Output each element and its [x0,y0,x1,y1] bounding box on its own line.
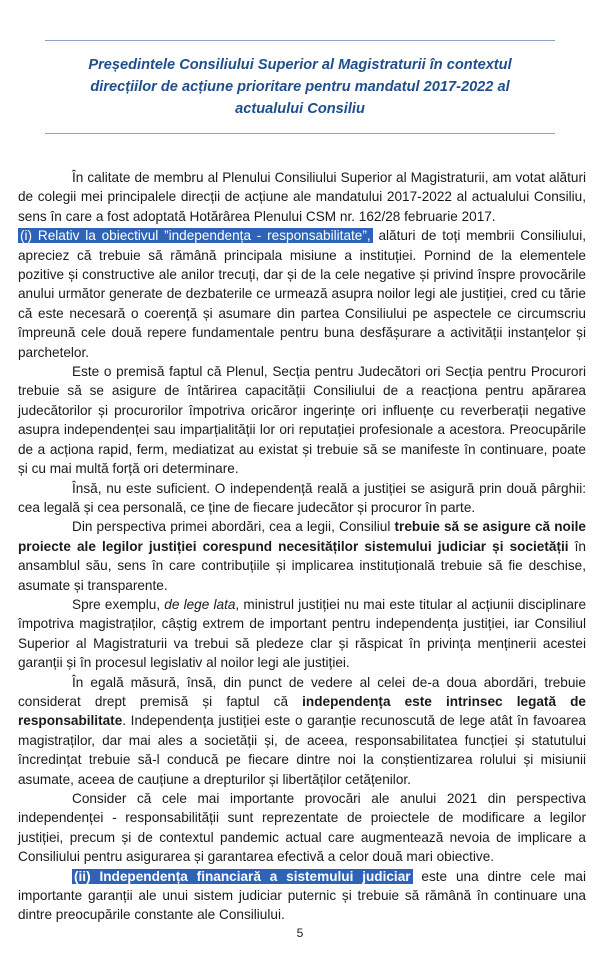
paragraph-5 [18,517,586,595]
paragraph-2 [18,226,586,362]
document-body [18,168,586,925]
highlight-financial-independence: (ii) Independența financiară a sistemului judiciar [74,868,411,884]
paragraph-8: Consider că cele mai importante provocări ale anului 2021 din perspectiva independenței - responsabilității sunt reprezentate de proiectele de modificare a legilor justiției, precum și de contextul pandemic actual care augmentează nevoia de implicare a Consiliului pentru asigurarea și garantarea efectivă a celor două mari obiective. [18,791,586,865]
title-line-1: Președintele Consiliului Superior al Magistraturii în contextul [88,57,512,73]
paragraph-9-text: este una dintre cele mai importante garanții ale unui sistem judiciar puternic și trebuie să rămână în continuare una dintre preocupările constante ale Consiliului. [18,868,587,923]
paragraph-7 [18,673,586,789]
bottom-rule [45,133,555,134]
paragraph-6-end: , ministrul justiției nu mai este titular al acțiunii disciplinare împotriva magistraților, câștig extrem de important pentru independența justiției, iar Consiliul Superior al Magistraturii va trebui să pledeze clar și răspicat în privința menținerii acestei garanții și în procesul legislativ al noilor legi ale justiției. [18,596,586,671]
paragraph-9 [18,867,586,925]
highlight-objective-independence: (i) Relativ la obiectivul ”independența - responsabilitate”, [20,228,371,244]
paragraph-5-start: Din perspectiva primei abordări, cea a legii, Consiliul [72,519,395,535]
paragraph-6-start: Spre exemplu, [72,596,165,612]
paragraph-6 [18,595,586,673]
paragraph-7-start: În egală măsură, însă, din punct de vedere al celei de-a doua abordări, trebuie considerat drept premisă și faptul că [18,674,586,709]
document-title [40,54,560,120]
paragraph-3: Este o premisă faptul că Plenul, Secția pentru Judecători ori Secția pentru Procurori trebuie să se asigure de întărirea capacității Consiliului de a reacționa pentru apărarea judecătorilor și procurorilor împotriva oricăror ingerințe ori influențe cu reverberații negative asupra independenței sau imparțialității lor ori reputației profesionale a acestora. Preocupările de a acționa rapid, ferm, mediatizat au existat și trebuie să se manifeste în continuare, poate și cu mai multă forță ori determinare. [18,364,586,477]
top-rule [45,40,555,41]
paragraph-5-bold: trebuie să se asigure că noile proiecte ale legilor justiției corespund necesităților sistemului judiciar și societății [18,519,586,554]
paragraph-1: În calitate de membru al Plenului Consiliului Superior al Magistraturii, am votat alături de colegii mei principalele direcții de acțiune ale mandatului 2017-2022 al actualului Consiliu, sens în care a fost adoptată Hotărârea Plenului CSM nr. 162/28 februarie 2017. [18,170,586,224]
paragraph-7-end: . Independența justiției este o garanție recunoscută de lege atât în favoarea magistraților, dar mai ales a societății și, de aceea, responsabilitatea funcției și statutului încredințat trebuie să-l conducă pe fiecare dintre noi la conștientizarea rolului și misiunii asumate, aceea de cauțiune a drepturilor și libertăților cetățenilor. [18,713,586,787]
paragraph-5-end: în ansamblul său, sens în care contribuțiile și implicarea instituțională trebuie să fie deschise, asumate și transparente. [18,538,586,593]
paragraph-7-bold: independența este intrinsec legată de responsabilitate [18,693,586,729]
page-number: 5 [296,926,304,940]
paragraph-4: Însă, nu este suficient. O independență reală a justiției se asigură prin două pârghii: cea legală și cea personală, ce ține de fiecare judecător și procuror în parte. [18,480,586,515]
paragraph-6-italic: de lege lata [164,596,236,612]
title-line-2: direcțiilor de acțiune prioritare pentru mandatul 2017-2022 al [90,79,510,95]
paragraph-2-text: alături de toți membrii Consiliului, apreciez că trebuie să rămână principala misiune a instituției. Pornind de la elementele pozitive și constructive ale anilor trecuți, dar și de la cele negative și privind înspre provocările anului următor generate de dezbaterile ce urmează asupra noilor legi ale justiției, cred cu tărie că este necesară o coerență și asumare din partea Consiliului pe aspectele ce circumscriu împreună cele două repere fundamentale pentru buna desfășurare a activității instanțelor și parchetelor. [18,228,586,360]
title-line-3: actualului Consiliu [235,101,365,117]
